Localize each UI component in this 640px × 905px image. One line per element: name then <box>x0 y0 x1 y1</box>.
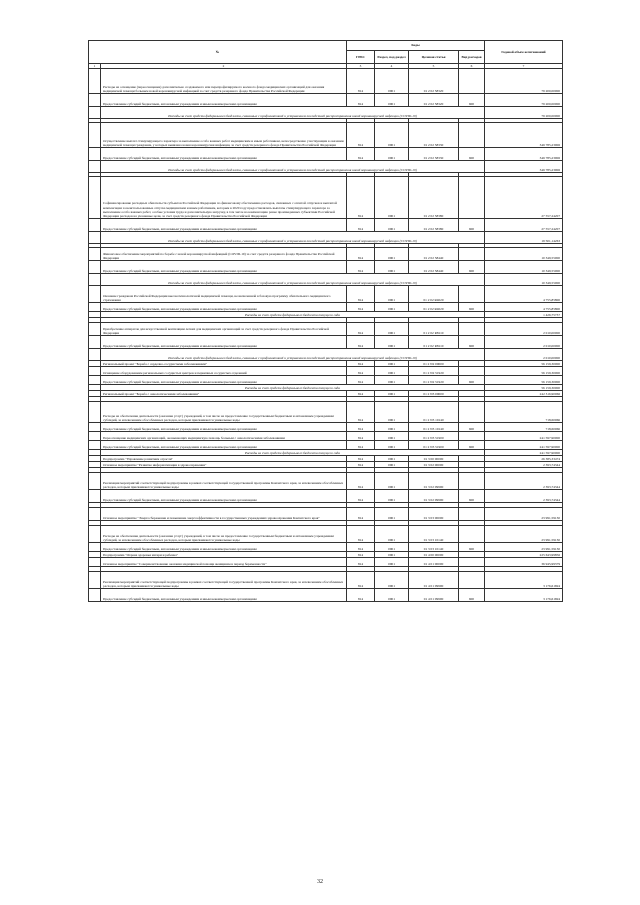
csr-cell: 01 3 03 10140 <box>409 543 459 552</box>
amount-cell: 19 501,14263 <box>485 232 563 244</box>
grbs-cell: 814 <box>347 423 375 432</box>
vr-cell <box>459 286 485 303</box>
razdel-cell: 0901 <box>375 148 409 161</box>
table-row <box>89 543 563 552</box>
num-cell <box>89 432 101 441</box>
vr-cell: 600 <box>459 261 485 274</box>
num-cell <box>89 572 101 589</box>
csr-cell: 01 2 N3 10140 <box>409 423 459 432</box>
grbs-cell: 814 <box>347 69 375 94</box>
num-cell <box>89 508 101 521</box>
table-row <box>89 572 563 589</box>
table-row <box>89 589 563 602</box>
num-cell <box>89 376 101 385</box>
description-cell: Реализация мероприятий соответствующей подпрограммы в рамках соответствующей государственной программы Камчатского края, за исключением обособленных расходов, которым присваиваются уникальные коды <box>101 473 347 490</box>
num-cell <box>89 232 101 244</box>
table-row <box>89 376 563 385</box>
vr-cell <box>459 473 485 490</box>
description-cell: Приобретение аппаратов для искусственной вентиляции легких для медицинских организаций за счет средств резервного фонда Правительства Российской Федерации <box>101 323 347 336</box>
description-cell: Финансовое обеспечение мероприятий по борьбе с новой коронавирусной инфекцией (COVID-19) за счет средств резервного фонда Правительства Российской Федерации <box>101 248 347 261</box>
num-cell <box>89 123 101 148</box>
razdel-cell: 0901 <box>375 402 409 423</box>
vr-cell <box>459 508 485 521</box>
description-cell: Подпрограмма "Охрана здоровья матери и ребенка" <box>101 552 347 558</box>
razdel-cell: 0901 <box>375 69 409 94</box>
index-cell: 4 <box>375 64 409 69</box>
grbs-cell: 814 <box>347 558 375 567</box>
description-cell: Предоставление субсидий бюджетным, автономным учреждениям и иным некоммерческим организациям <box>101 441 347 450</box>
table-row <box>89 423 563 432</box>
razdel-cell: 0901 <box>375 558 409 567</box>
amount-cell: 3 176,61694 <box>485 572 563 589</box>
description-cell: Оснащение оборудованием региональных сосудистых центров и первичных сосудистых отделений <box>101 367 347 376</box>
amount-cell: 10 349,55000 <box>485 261 563 274</box>
vr-cell <box>459 177 485 219</box>
index-cell: 2 <box>101 64 347 69</box>
description-cell: Осуществление выплат стимулирующего характера за выполнение особо важных работ медицинским и иным работникам, непосредственно участвующим в оказании медицинской помощи гражданам, у которых выявлена новая коронавирусная инфекция, за счет средств резервного фонда Правительства Российской Федерации <box>101 123 347 148</box>
razdel-cell: 0901 <box>375 177 409 219</box>
amount-cell: 56 159,30000 <box>485 385 563 391</box>
razdel-cell: 0901 <box>375 391 409 397</box>
index-cell: 1 <box>89 64 101 69</box>
amount-cell: 2 393,74344 <box>485 473 563 490</box>
header-grbs: ГРБС <box>347 51 375 64</box>
grbs-cell: 814 <box>347 490 375 503</box>
razdel-cell: 0901 <box>375 508 409 521</box>
csr-cell: 01 4 01 09990 <box>409 572 459 589</box>
num-cell <box>89 423 101 432</box>
amount-cell: 2 010,00000 <box>485 323 563 336</box>
csr-cell: 01 4 01 00000 <box>409 558 459 567</box>
num-cell <box>89 177 101 219</box>
vr-cell: 600 <box>459 219 485 232</box>
table-row <box>89 490 563 503</box>
description-cell: Софинансирование расходных обязательств субъектов Российской Федерации по финансовому обеспечению расходов, связанных с оплатой отпусков и выплатой компенсации за неиспользованные отпуска медицинским и иным работникам, которым в 2020 году предоставлялись выплаты стимулирующего характера за выполнение особо важных работ, особые условия труда и дополнительную нагрузку, в том числе на компенсацию ранее произведенных субъектами Российской Федерации расходов на указанные цели, за счет средств резервного фонда Правительства Российской Федерации <box>101 177 347 219</box>
razdel-cell: 0901 <box>375 552 409 558</box>
description-cell: Расходы на обеспечение деятельности (оказание услуг) учреждений, в том числе на предоставление государственным бюджетным и автономным учреждениям субсидий, за исключением обособленных расходов, которым присваиваются уникальные коды <box>101 526 347 543</box>
num-cell <box>89 349 101 361</box>
amount-cell: 36 945,99379 <box>485 558 563 567</box>
description-cell: Предоставление субсидий бюджетным, автономным учреждениям и иным некоммерческим организациям <box>101 303 347 312</box>
amount-cell: 241 597,90000 <box>485 441 563 450</box>
amount-cell: 3 176,61694 <box>485 589 563 602</box>
table-row <box>89 148 563 161</box>
amount-cell: 79 200,00000 <box>485 69 563 94</box>
table-row <box>89 336 563 349</box>
note-row <box>89 232 563 244</box>
csr-cell: 01 2 02 58330 <box>409 123 459 148</box>
csr-cell: 01 2 02 R8110 <box>409 323 459 336</box>
amount-cell: 23 991,59130 <box>485 543 563 552</box>
num-cell <box>89 402 101 423</box>
description-cell: Региональный проект "Борьба с сердечно-сосудистыми заболеваниями" <box>101 361 347 367</box>
header-vr: Вид расходов <box>459 51 485 64</box>
csr-cell: 01 3 02 00000 <box>409 462 459 468</box>
amount-cell: 2 393,74344 <box>485 462 563 468</box>
note-row <box>89 274 563 286</box>
num-cell <box>89 69 101 94</box>
num-cell <box>89 274 101 286</box>
description-cell: Предоставление субсидий бюджетным, автономным учреждениям и иным некоммерческим организациям <box>101 219 347 232</box>
description-cell: Предоставление субсидий бюджетным, автономным учреждениям и иным некоммерческим организациям <box>101 148 347 161</box>
csr-cell: 01 2 02 58440 <box>409 261 459 274</box>
razdel-cell: 0901 <box>375 248 409 261</box>
amount-cell: 2 010,00000 <box>485 349 563 361</box>
header-num: № <box>89 41 347 64</box>
description-cell: Предоставление субсидий бюджетным, автономным учреждениям и иным некоммерческим организациям <box>101 261 347 274</box>
index-cell: 5 <box>409 64 459 69</box>
description-cell: Предоставление субсидий бюджетным, автономным учреждениям и иным некоммерческим организациям <box>101 94 347 107</box>
grbs-cell: 814 <box>347 94 375 107</box>
num-cell <box>89 323 101 336</box>
table-header <box>89 41 563 69</box>
description-cell: Предоставление субсидий бюджетным, автономным учреждениям и иным некоммерческим организациям <box>101 490 347 503</box>
num-cell <box>89 473 101 490</box>
description-cell: Основное мероприятие "Энергосбережение и повышение энергоэффективности в государственных учреждениях здравоохранения Камчатского края" <box>101 508 347 521</box>
table-row <box>89 402 563 423</box>
table-row <box>89 219 563 232</box>
table-row <box>89 286 563 303</box>
grbs-cell: 814 <box>347 391 375 397</box>
vr-cell <box>459 367 485 376</box>
csr-cell: 01 2 02 58380 <box>409 219 459 232</box>
csr-cell: 01 3 03 10140 <box>409 526 459 543</box>
grbs-cell: 814 <box>347 361 375 367</box>
vr-cell: 600 <box>459 336 485 349</box>
razdel-cell: 0901 <box>375 572 409 589</box>
amount-cell: 27 557,24207 <box>485 177 563 219</box>
description-cell: Предоставление субсидий бюджетным, автономным учреждениям и иным некоммерческим организациям <box>101 336 347 349</box>
grbs-cell: 814 <box>347 177 375 219</box>
header-csr: Целевая статья <box>409 51 459 64</box>
vr-cell: 600 <box>459 441 485 450</box>
description-cell: Подпрограмма "Управление развитием отрасли" <box>101 456 347 462</box>
grbs-cell: 814 <box>347 543 375 552</box>
csr-cell: 01 2 02 58380 <box>409 177 459 219</box>
razdel-cell: 0901 <box>375 589 409 602</box>
grbs-cell: 814 <box>347 441 375 450</box>
amount-cell: 242 316,90066 <box>485 391 563 397</box>
header-codes: Коды <box>347 41 485 51</box>
vr-cell: 600 <box>459 543 485 552</box>
csr-cell: 01 2 N2 00000 <box>409 361 459 367</box>
note-row <box>89 107 563 119</box>
csr-cell: 01 4 01 09990 <box>409 589 459 602</box>
num-cell <box>89 261 101 274</box>
header-amount: Годовой объем ассигнований <box>485 41 563 64</box>
csr-cell: 01 2 02 58330 <box>409 148 459 161</box>
grbs-cell: 814 <box>347 526 375 543</box>
num-cell <box>89 336 101 349</box>
razdel-cell: 0901 <box>375 361 409 367</box>
grbs-cell: 814 <box>347 456 375 462</box>
vr-cell <box>459 572 485 589</box>
num-cell <box>89 367 101 376</box>
note-text: Расходы за счет средств федерального бюджета, связанные с профилактикой и устранением последствий распространения новой коронавирусной инфекции (COVID-19) <box>101 274 485 286</box>
grbs-cell: 814 <box>347 462 375 468</box>
table-row <box>89 526 563 543</box>
csr-cell: 01 2 02 R4020 <box>409 286 459 303</box>
vr-cell: 600 <box>459 423 485 432</box>
num-cell <box>89 107 101 119</box>
note-text: Расходы за счет средств федерального бюджета текущего года <box>101 312 485 318</box>
amount-cell: 4 755,85800 <box>485 286 563 303</box>
amount-cell: 79 200,00000 <box>485 107 563 119</box>
num-cell <box>89 219 101 232</box>
table-row <box>89 367 563 376</box>
grbs-cell: 814 <box>347 572 375 589</box>
amount-cell: 346 785,23906 <box>485 123 563 148</box>
index-cell: 3 <box>347 64 375 69</box>
grbs-cell: 814 <box>347 148 375 161</box>
table-row <box>89 94 563 107</box>
table-row <box>89 248 563 261</box>
grbs-cell: 814 <box>347 303 375 312</box>
razdel-cell: 0901 <box>375 543 409 552</box>
amount-cell: 26 385,33474 <box>485 456 563 462</box>
razdel-cell: 0901 <box>375 123 409 148</box>
grbs-cell: 814 <box>347 376 375 385</box>
index-cell: 6 <box>459 64 485 69</box>
table-row <box>89 323 563 336</box>
header-razdel: Раздел, под-раздел <box>375 51 409 64</box>
amount-cell: 56 159,30000 <box>485 367 563 376</box>
table-body <box>89 69 563 602</box>
note-row <box>89 349 563 361</box>
csr-cell: 01 2 02 58320 <box>409 94 459 107</box>
num-cell <box>89 303 101 312</box>
table-row <box>89 69 563 94</box>
description-cell: Переоснащение медицинских организаций, оказывающих медицинскую помощь больным с онкологическими заболеваниями <box>101 432 347 441</box>
num-cell <box>89 286 101 303</box>
note-text: Расходы за счет средств федерального бюджета текущего года <box>101 450 485 456</box>
num-cell <box>89 148 101 161</box>
razdel-cell: 0901 <box>375 441 409 450</box>
vr-cell <box>459 323 485 336</box>
table-row <box>89 303 563 312</box>
table-row <box>89 441 563 450</box>
vr-cell <box>459 558 485 567</box>
amount-cell: 23 991,59130 <box>485 508 563 521</box>
vr-cell: 600 <box>459 303 485 312</box>
razdel-cell: 0901 <box>375 323 409 336</box>
csr-cell: 01 2 02 58440 <box>409 248 459 261</box>
description-cell: Предоставление субсидий бюджетным, автономным учреждениям и иным некоммерческим организациям <box>101 423 347 432</box>
description-cell: Расходы на обеспечение деятельности (оказание услуг) учреждений, в том числе на предоставление государственным бюджетным и автономным учреждениям субсидий, за исключением обособленных расходов, которым присваиваются уникальные коды <box>101 402 347 423</box>
razdel-cell: 0901 <box>375 286 409 303</box>
amount-cell: 10 349,55000 <box>485 248 563 261</box>
vr-cell <box>459 123 485 148</box>
page-number: 32 <box>317 879 323 885</box>
razdel-cell: 0901 <box>375 490 409 503</box>
table-row <box>89 123 563 148</box>
amount-cell: 718,60066 <box>485 423 563 432</box>
csr-cell: 01 3 03 00000 <box>409 508 459 521</box>
vr-cell <box>459 248 485 261</box>
vr-cell: 600 <box>459 490 485 503</box>
num-cell <box>89 161 101 173</box>
amount-cell: 225 643,99856 <box>485 552 563 558</box>
amount-cell: 718,60066 <box>485 402 563 423</box>
description-cell: Региональный проект "Борьба с онкологическими заболеваниями" <box>101 391 347 397</box>
vr-cell <box>459 69 485 94</box>
amount-cell: 27 557,24207 <box>485 219 563 232</box>
num-cell <box>89 589 101 602</box>
grbs-cell: 814 <box>347 219 375 232</box>
note-text: Расходы за счет средств федерального бюджета, связанные с профилактикой и устранением последствий распространения новой коронавирусной инфекции (COVID-19) <box>101 232 485 244</box>
num-cell <box>89 543 101 552</box>
razdel-cell: 0901 <box>375 219 409 232</box>
vr-cell: 600 <box>459 376 485 385</box>
csr-cell: 01 2 02 R4020 <box>409 303 459 312</box>
note-text: Расходы за счет средств федерального бюджета, связанные с профилактикой и устранением последствий распространения новой коронавирусной инфекции (COVID-19) <box>101 349 485 361</box>
vr-cell: 600 <box>459 589 485 602</box>
amount-cell: 346 785,23906 <box>485 161 563 173</box>
razdel-cell: 0901 <box>375 526 409 543</box>
description-cell: Основное мероприятие "Развитие информатизации в здравоохранении" <box>101 462 347 468</box>
amount-cell: 241 597,90000 <box>485 432 563 441</box>
table-row <box>89 432 563 441</box>
amount-cell: 23 991,59130 <box>485 526 563 543</box>
description-cell: Предоставление субсидий бюджетным, автономным учреждениям и иным некоммерческим организациям <box>101 376 347 385</box>
grbs-cell: 814 <box>347 336 375 349</box>
razdel-cell: 0901 <box>375 336 409 349</box>
table-row <box>89 261 563 274</box>
num-cell <box>89 94 101 107</box>
grbs-cell: 814 <box>347 432 375 441</box>
note-text: Расходы за счет средств федерального бюджета текущего года <box>101 385 485 391</box>
table-row <box>89 177 563 219</box>
grbs-cell: 814 <box>347 402 375 423</box>
vr-cell <box>459 432 485 441</box>
grbs-cell: 814 <box>347 589 375 602</box>
note-text: Расходы за счет средств федерального бюджета, связанные с профилактикой и устранением последствий распространения новой коронавирусной инфекции (COVID-19) <box>101 161 485 173</box>
amount-cell: 2 010,00000 <box>485 336 563 349</box>
csr-cell: 01 3 02 09990 <box>409 490 459 503</box>
razdel-cell: 0901 <box>375 423 409 432</box>
num-cell <box>89 490 101 503</box>
csr-cell: 01 2 N2 51920 <box>409 367 459 376</box>
description-cell: Оказание гражданам Российской Федерации высокотехнологичной медицинской помощи, не включенной в базовую программу обязательного медицинского страхования <box>101 286 347 303</box>
grbs-cell: 814 <box>347 473 375 490</box>
razdel-cell: 0901 <box>375 94 409 107</box>
grbs-cell: 814 <box>347 323 375 336</box>
note-row <box>89 161 563 173</box>
table-row <box>89 558 563 567</box>
razdel-cell: 0901 <box>375 462 409 468</box>
amount-cell: 1 426,75737 <box>485 312 563 318</box>
vr-cell <box>459 402 485 423</box>
csr-cell: 01 3 00 00000 <box>409 456 459 462</box>
amount-cell: 10 349,55000 <box>485 274 563 286</box>
table-row <box>89 473 563 490</box>
razdel-cell: 0901 <box>375 432 409 441</box>
csr-cell: 01 2 N3 51900 <box>409 441 459 450</box>
csr-cell: 01 2 N3 51900 <box>409 432 459 441</box>
razdel-cell: 0901 <box>375 376 409 385</box>
num-cell <box>89 526 101 543</box>
index-cell: 7 <box>485 64 563 69</box>
amount-cell: 2 393,74344 <box>485 490 563 503</box>
csr-cell: 01 2 N3 00000 <box>409 391 459 397</box>
amount-cell: 346 785,23906 <box>485 148 563 161</box>
amount-cell: 241 597,90000 <box>485 450 563 456</box>
csr-cell: 01 4 00 00000 <box>409 552 459 558</box>
num-cell <box>89 558 101 567</box>
description-cell: Предоставление субсидий бюджетным, автономным учреждениям и иным некоммерческим организациям <box>101 543 347 552</box>
amount-cell: 4 755,85800 <box>485 303 563 312</box>
grbs-cell: 814 <box>347 552 375 558</box>
grbs-cell: 814 <box>347 248 375 261</box>
csr-cell: 01 2 N3 10140 <box>409 402 459 423</box>
csr-cell: 01 2 02 R8110 <box>409 336 459 349</box>
table-row <box>89 508 563 521</box>
description-cell: Реализация мероприятий соответствующей подпрограммы в рамках соответствующей государственной программы Камчатского края, за исключением обособленных расходов, которым присваиваются уникальные коды <box>101 572 347 589</box>
description-cell: Предоставление субсидий бюджетным, автономным учреждениям и иным некоммерческим организациям <box>101 589 347 602</box>
grbs-cell: 814 <box>347 286 375 303</box>
num-cell <box>89 441 101 450</box>
grbs-cell: 814 <box>347 508 375 521</box>
description-cell: Расходы на оснащение (переоснащение) дополнительно создаваемого или перепрофилируемого коечного фонда медицинских организаций для оказания медицинской помощи больным новой коронавирусной инфекцией за счет средств резервного фонда Правительства Российской Федерации <box>101 69 347 94</box>
razdel-cell: 0901 <box>375 367 409 376</box>
grbs-cell: 814 <box>347 367 375 376</box>
grbs-cell: 814 <box>347 123 375 148</box>
vr-cell <box>459 526 485 543</box>
razdel-cell: 0901 <box>375 456 409 462</box>
vr-cell: 600 <box>459 94 485 107</box>
amount-cell: 79 200,00000 <box>485 94 563 107</box>
grbs-cell: 814 <box>347 261 375 274</box>
description-cell: Основное мероприятие "Совершенствование оказания медицинской помощи женщинам в период беременности" <box>101 558 347 567</box>
vr-cell: 600 <box>459 148 485 161</box>
note-text: Расходы за счет средств федерального бюджета, связанные с профилактикой и устранением последствий распространения новой коронавирусной инфекции (COVID-19) <box>101 107 485 119</box>
num-cell <box>89 248 101 261</box>
csr-cell: 01 2 02 58320 <box>409 69 459 94</box>
razdel-cell: 0901 <box>375 303 409 312</box>
razdel-cell: 0901 <box>375 261 409 274</box>
amount-cell: 56 159,30000 <box>485 361 563 367</box>
razdel-cell: 0901 <box>375 473 409 490</box>
csr-cell: 01 3 02 09990 <box>409 473 459 490</box>
budget-table <box>88 40 563 602</box>
csr-cell: 01 2 N2 51920 <box>409 376 459 385</box>
amount-cell: 56 159,30000 <box>485 376 563 385</box>
